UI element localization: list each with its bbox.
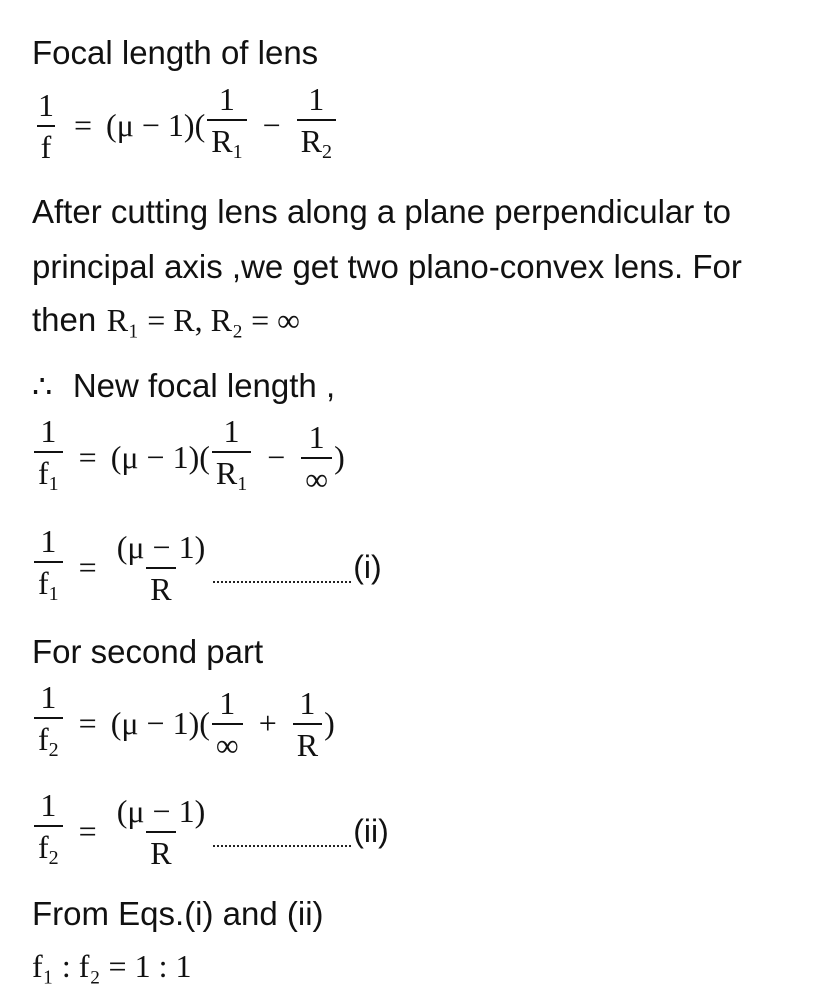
- plus-sign: +: [258, 705, 277, 741]
- mu-factor: (μ − 1)(: [106, 107, 206, 143]
- denominator: [34, 717, 63, 767]
- fraction-1-over-f2: [34, 680, 63, 767]
- therefore-line: [32, 366, 335, 406]
- R-symbol: R: [211, 123, 233, 159]
- fraction-mu-over-R: [113, 530, 210, 606]
- equals-sign: =: [78, 705, 97, 741]
- numerator: 1: [40, 413, 57, 449]
- subscript: 1: [237, 473, 248, 495]
- equation-tag-i: (i): [353, 549, 382, 585]
- numerator: (μ − 1): [116, 792, 206, 829]
- paragraph-line-3: [32, 300, 300, 340]
- minus-sign: −: [262, 107, 281, 143]
- final-ratio: f₁ : f₂ = 1 : 1: [32, 948, 192, 984]
- fraction-1-over-f2: [34, 788, 63, 875]
- new-focal-length-label: New focal length ,: [72, 367, 336, 404]
- second-part-heading: For second part: [32, 633, 264, 670]
- equation-f1-full: [32, 414, 345, 501]
- therefore-symbol: ∴: [32, 368, 53, 404]
- fraction-1-over-R: [293, 686, 322, 762]
- numerator: 1: [40, 679, 57, 715]
- from-equations-line: From Eqs.(i) and (ii): [32, 895, 324, 932]
- numerator: 1: [308, 418, 325, 455]
- f-symbol: f: [38, 565, 49, 601]
- R-symbol: R: [215, 455, 238, 491]
- lensmaker-equation: [32, 82, 338, 169]
- denominator: [34, 451, 63, 501]
- subscript: 1: [48, 473, 59, 495]
- radius-condition: R₁ = R, R₂ = ∞: [106, 302, 300, 338]
- numerator: 1: [299, 684, 316, 721]
- denominator: R: [146, 567, 175, 606]
- numerator: 1: [308, 81, 325, 117]
- numerator: 1: [40, 787, 57, 823]
- fraction-1-over-R2: [297, 82, 336, 169]
- denominator: [207, 119, 246, 169]
- paragraph-line-1: After cutting lens along a plane perpendicular to: [32, 193, 731, 230]
- minus-sign: −: [267, 439, 286, 475]
- then-word: then: [32, 301, 97, 338]
- equals-sign: =: [78, 439, 97, 475]
- denominator: R: [146, 831, 175, 870]
- denominator: f: [37, 125, 56, 164]
- denominator: ∞: [212, 723, 243, 762]
- fraction-mu-over-R: [113, 794, 210, 870]
- fraction-1-over-R1: [212, 414, 251, 501]
- fraction-1-over-f1: [34, 524, 63, 611]
- numerator: 1: [223, 413, 240, 449]
- fraction-1-over-R1: [207, 82, 246, 169]
- equals-sign: =: [78, 813, 97, 849]
- close-paren: ): [324, 705, 335, 741]
- equation-i: [32, 524, 382, 611]
- numerator: 1: [219, 684, 236, 721]
- subscript: 1: [48, 583, 59, 605]
- denominator: [34, 561, 63, 611]
- leader-dots: [213, 581, 351, 583]
- mu-factor: (μ − 1)(: [110, 439, 210, 475]
- close-paren: ): [334, 439, 345, 475]
- heading-focal-length: Focal length of lens: [32, 34, 319, 71]
- equation-f2-full: [32, 680, 335, 767]
- denominator: [212, 451, 251, 501]
- denominator: ∞: [301, 457, 332, 496]
- mu-factor: (μ − 1)(: [110, 705, 210, 741]
- f-symbol: f: [38, 829, 49, 865]
- numerator: (μ − 1): [116, 528, 206, 565]
- subscript: 1: [232, 141, 243, 163]
- subscript: 2: [48, 847, 59, 869]
- subscript: 2: [321, 141, 332, 163]
- numerator: 1: [38, 86, 54, 123]
- fraction-1-over-f1: [34, 414, 63, 501]
- fraction-1-over-infinity: [212, 686, 243, 762]
- f-symbol: f: [38, 721, 49, 757]
- equation-ii: [32, 788, 389, 875]
- denominator: [34, 825, 63, 875]
- equation-tag-ii: (ii): [353, 813, 389, 849]
- numerator: 1: [40, 523, 57, 559]
- paragraph-line-2: principal axis ,we get two plano-convex lens. For: [32, 248, 742, 285]
- R-symbol: R: [300, 123, 322, 159]
- fraction-1-over-infinity: [301, 420, 332, 496]
- equals-sign: =: [74, 107, 93, 143]
- equals-sign: =: [78, 549, 97, 585]
- f-symbol: f: [38, 455, 49, 491]
- denominator: R: [293, 723, 322, 762]
- leader-dots: [213, 845, 351, 847]
- numerator: 1: [218, 81, 235, 117]
- denominator: [297, 119, 336, 169]
- subscript: 2: [48, 739, 59, 761]
- fraction-1-over-f: [34, 88, 58, 164]
